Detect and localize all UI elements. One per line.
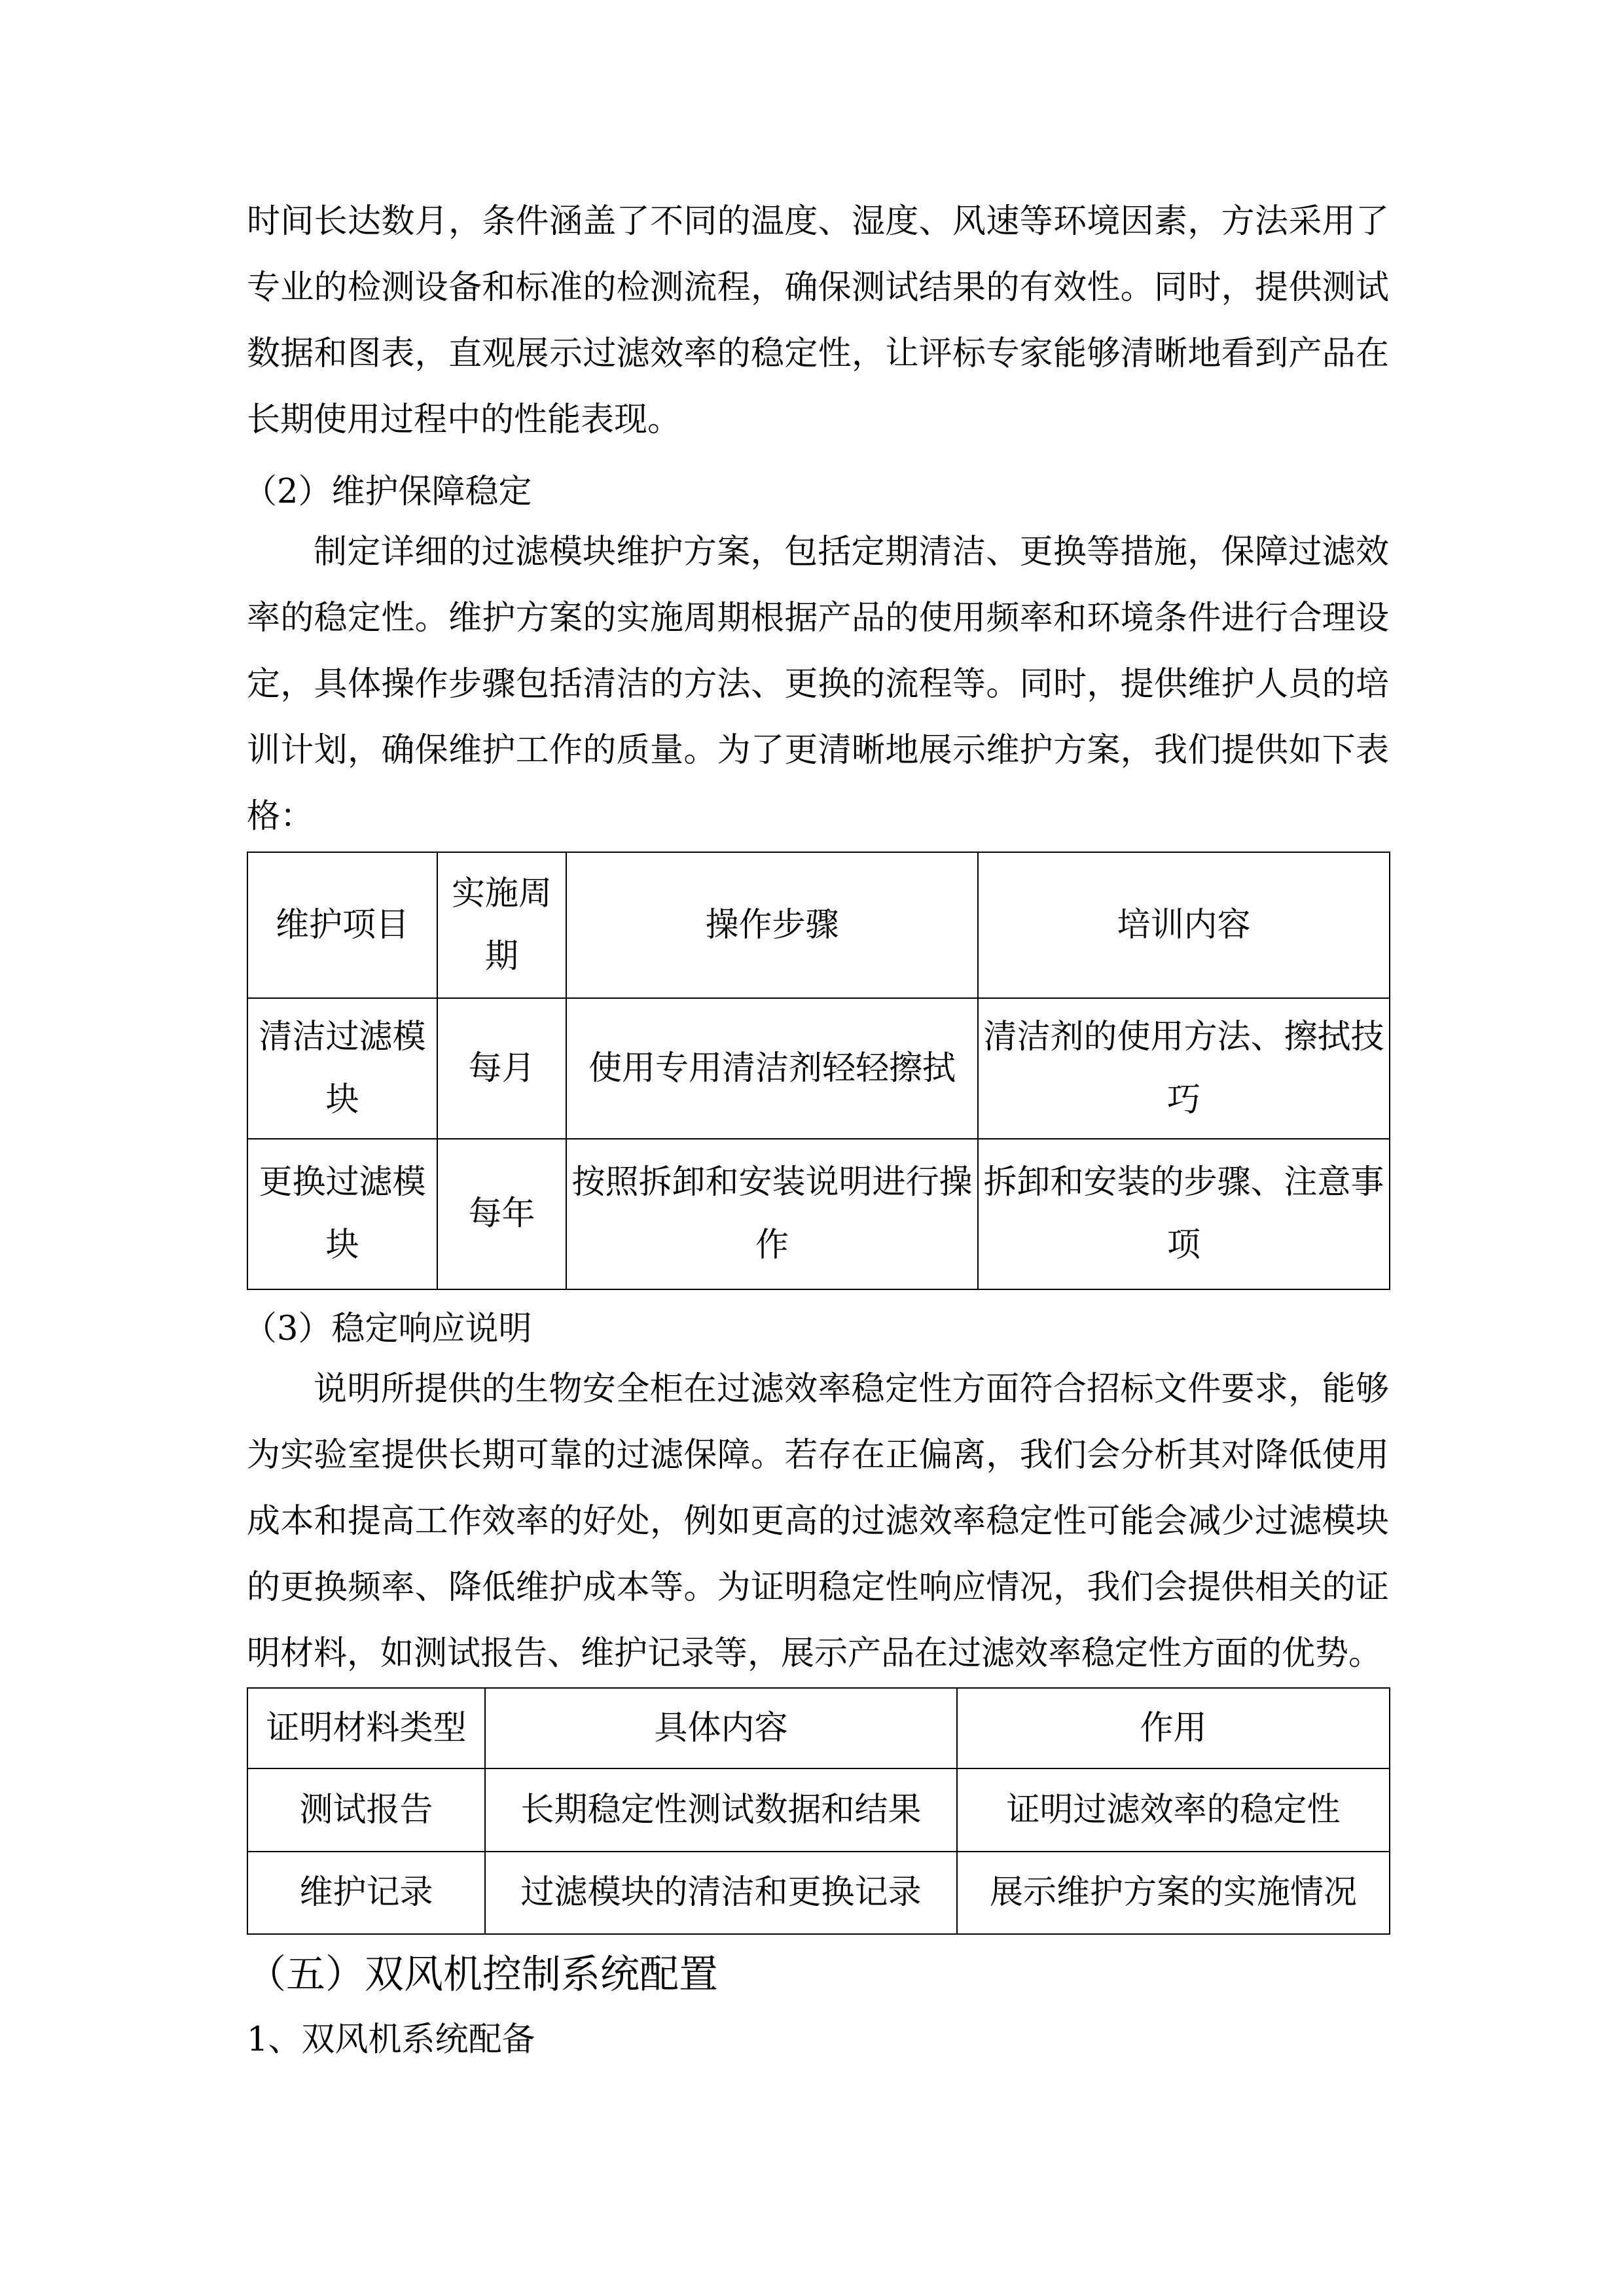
table-cell: 更换过滤模块 (247, 1139, 437, 1289)
table-cell: 长期稳定性测试数据和结果 (485, 1768, 957, 1852)
header-cell: 具体内容 (485, 1688, 957, 1768)
header-cell: 培训内容 (978, 852, 1390, 998)
table-cell: 每年 (437, 1139, 566, 1289)
table-cell: 清洁剂的使用方法、擦拭技巧 (978, 998, 1390, 1139)
section-3-paragraph: 说明所提供的生物安全柜在过滤效率稳定性方面符合招标文件要求，能够为实验室提供长期可靠的过滤保障。若存在正偏离，我们会分析其对降低使用成本和提高工作效率的好处，例如更高的过滤效率稳定性可能会减少过滤模块的更换频率、降低维护成本等。为证明稳定性响应情况，我们会提供相关的证明材料，如测试报告、维护记录等，展示产品在过滤效率稳定性方面的优势。 (247, 1370, 1389, 1673)
table-cell: 拆卸和安装的步骤、注意事项 (978, 1139, 1390, 1289)
table-cell: 维护记录 (247, 1852, 485, 1934)
section-5-heading: （五）双风机控制系统配置 (247, 1952, 718, 1998)
table-cell: 清洁过滤模块 (247, 998, 437, 1139)
table-cell: 使用专用清洁剂轻轻擦拭 (566, 998, 978, 1139)
section-2-heading: （2）维护保障稳定 (244, 473, 532, 511)
section-5-subheading: 1、双风机系统配备 (247, 2020, 535, 2059)
section-2-paragraph: 制定详细的过滤模块维护方案，包括定期清洁、更换等措施，保障过滤效率的稳定性。维护方案的实施周期根据产品的使用频率和环境条件进行合理设定，具体操作步骤包括清洁的方法、更换的流程等。同时，提供维护人员的培训计划，确保维护工作的质量。为了更清晰地展示维护方案，我们提供如下表格： (247, 533, 1389, 836)
table-row (247, 1768, 1390, 1852)
table-cell: 测试报告 (247, 1768, 485, 1852)
table-header-row (247, 852, 1390, 998)
table-cell: 每月 (437, 998, 566, 1139)
table-row (247, 998, 1390, 1139)
table-cell: 展示维护方案的实施情况 (957, 1852, 1390, 1934)
evidence-table (247, 1687, 1390, 1935)
table-header-row (247, 1688, 1390, 1768)
header-cell: 作用 (957, 1688, 1390, 1768)
table-cell: 证明过滤效率的稳定性 (957, 1768, 1390, 1852)
table-cell: 按照拆卸和安装说明进行操作 (566, 1139, 978, 1289)
header-cell: 实施周期 (437, 852, 566, 998)
table-row (247, 1139, 1390, 1289)
header-cell: 操作步骤 (566, 852, 978, 998)
maintenance-table (247, 852, 1390, 1290)
table-row (247, 1852, 1390, 1934)
header-cell: 证明材料类型 (247, 1688, 485, 1768)
table-cell: 过滤模块的清洁和更换记录 (485, 1852, 957, 1934)
section-3-heading: （3）稳定响应说明 (244, 1310, 532, 1348)
intro-paragraph: 时间长达数月，条件涵盖了不同的温度、湿度、风速等环境因素，方法采用了专业的检测设备和标准的检测流程，确保测试结果的有效性。同时，提供测试数据和图表，直观展示过滤效率的稳定性，让评标专家能够清晰地看到产品在长期使用过程中的性能表现。 (247, 202, 1389, 439)
header-cell: 维护项目 (247, 852, 437, 998)
